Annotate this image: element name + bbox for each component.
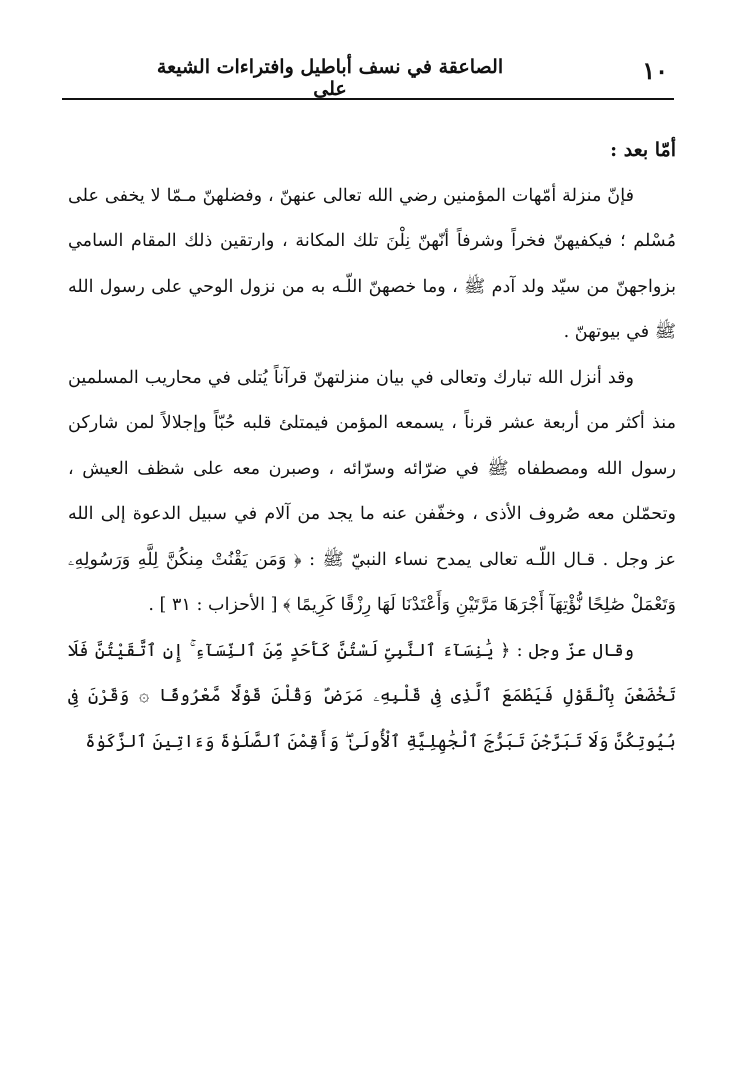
verse-reference: [ الأحزاب : ٣١ ] . — [148, 595, 284, 615]
paragraph-3 — [68, 629, 676, 766]
section-heading: أمّا بعد : — [610, 139, 676, 161]
running-header: الصاعقة في نسف أباطيل وافتراءات الشيعة على — [156, 56, 504, 100]
body-text — [68, 128, 676, 765]
quran-verse-ahzab-31: ﴿ وَمَن يَقْنُتْ مِنكُنَّ لِلَّهِ وَرَسُولِهِۦ وَتَعْمَلْ صَٰلِحًا نُّؤْتِهَآ أَجْرَهَا مَرَّتَيْنِ وَأَعْتَدْنَا لَهَا رِزْقًا كَرِيمًا ﴾ — [68, 549, 676, 615]
paragraph-2-text: وقد أنزل الله تبارك وتعالى في بيان منزلتهنّ قرآناً يُتلى في محاريب المسلمين منذ أكثر من أربعة عشر قرناً ، يسمعه المؤمن فيمتلئ قلبه حُبّاً وإجلالاً لمن شاركن رسول الله ومصطفاه ﷺ في ضرّائه وسرّائه ، وصبرن معه على شظف العيش ، وتحمّلن معه صُروف الأذى ، وخفّفن عنه ما يجد من آلام في سبيل الدعوة إلى الله عز وجل . قـال اللّـه تعالى يمدح نساء النبيّ ﷺ : — [68, 367, 677, 570]
quran-verse-ahzab-32-33: ﴿ يَٰنِسَآءَ ٱلنَّبِىِّ لَسْتُنَّ كَأَحَدٍ مِّنَ ٱلنِّسَآءِ ۚ إِنِ ٱتَّقَيْتُنَّ فَلَا تَخْضَعْنَ بِٱلْقَوْلِ فَيَطْمَعَ ٱلَّذِى فِى قَلْبِهِۦ مَرَضٌ وَقُلْنَ قَوْلًا مَّعْرُوفًا ۞ وَقَرْنَ فِى بُيُوتِكُنَّ وَلَا تَبَرَّجْنَ تَبَرُّجَ ٱلْجَٰهِلِيَّةِ ٱلْأُولَىٰ ۖ وَأَقِمْنَ ٱلصَّلَوٰةَ وَءَاتِينَ ٱلزَّكَوٰةَ — [68, 640, 676, 752]
paragraph-1: فإنّ منزلة أمّهات المؤمنين رضي الله تعالى عنهنّ ، وفضلهنّ مـمّا لا يخفى على مُسْلم ؛ فيكفيهنّ فخراً وشرفاً أنّهنّ نِلْنَ تلك المكانة ، وارتقين ذلك المقام السامي بزواجهنّ من سيّد ولد آدم ﷺ ، وما خصهنّ اللّـه به من نزول الوحي على رسول الله ﷺ في بيوتهنّ . — [68, 185, 676, 342]
paragraph-2 — [68, 356, 676, 629]
paragraph-3-text: وقال عزّ وجل : — [510, 640, 634, 661]
page-number: ١٠ — [642, 56, 668, 85]
header-divider — [62, 98, 674, 100]
